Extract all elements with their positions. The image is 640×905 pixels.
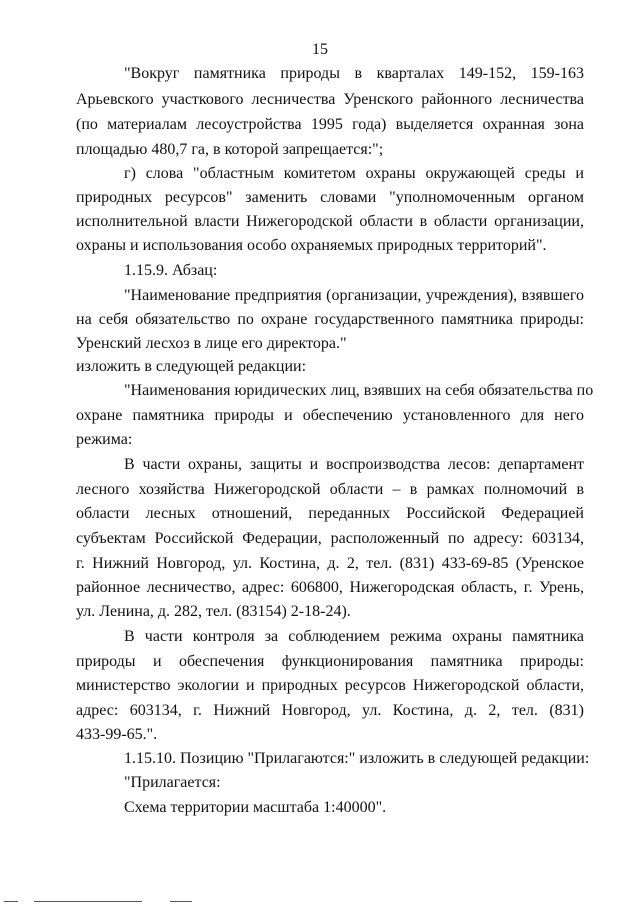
- section-heading: 1.15.10. Позицию "Прилагаются:" изложить в следующей редакции:: [124, 750, 590, 767]
- text-line: на себя обязательство по охране государственного памятника природы:: [76, 311, 584, 328]
- text-line: "Вокруг памятника природы в кварталах 149-152, 159-163: [124, 65, 584, 82]
- text-line: Арьевского участкового лесничества Уренского районного лесничества: [76, 91, 584, 108]
- text-line: изложить в следующей редакции:: [76, 358, 307, 375]
- text-line: (по материалам лесоустройства 1995 года) выделяется охранная зона: [76, 116, 584, 133]
- text-line: "Наименование предприятия (организации, учреждения), взявшего: [124, 287, 584, 304]
- text-line: субъектам Российской Федерации, расположенный по адресу: 603134,: [76, 530, 584, 547]
- text-line: "Наименования юридических лиц, взявших на себя обязательства по: [124, 382, 594, 399]
- text-line: природы и обеспечения функционирования памятника природы:: [76, 653, 584, 670]
- text-line: лесного хозяйства Нижегородской области – в рамках полномочий в: [76, 481, 584, 498]
- text-line: природных ресурсов" заменить словами "уполномоченным органом: [76, 189, 584, 206]
- text-line: Уренский лесхоз в лице его директора.": [76, 335, 347, 352]
- text-line: министерство экологии и природных ресурсов Нижегородской области,: [76, 677, 584, 694]
- text-line: исполнительной власти Нижегородской области в области организации,: [76, 213, 584, 230]
- text-line: В части охраны, защиты и воспроизводства лесов: департамент: [124, 456, 584, 473]
- text-line: охране памятника природы и обеспечению установленного для него: [76, 407, 584, 424]
- section-heading: 1.15.9. Абзац:: [124, 262, 218, 279]
- text-line: режима:: [76, 431, 133, 448]
- text-line: "Прилагается:: [124, 774, 221, 791]
- text-line: Схема территории масштаба 1:40000".: [124, 799, 387, 816]
- text-line: площадью 480,7 га, в которой запрещается:";: [76, 141, 384, 158]
- text-line: охраны и использования особо охраняемых природных территорий".: [76, 237, 547, 254]
- text-line: районное лесничество, адрес: 606800, Нижегородская область, г. Урень,: [76, 579, 584, 596]
- text-line: В части контроля за соблюдением режима охраны памятника: [124, 628, 584, 645]
- text-line: г) слова "областным комитетом охраны окружающей среды и: [124, 165, 584, 182]
- text-line: адрес: 603134, г. Нижний Новгород, ул. Костина, д. 2, тел. (831): [76, 702, 584, 719]
- text-line: г. Нижний Новгород, ул. Костина, д. 2, тел. (831) 433-69-85 (Уренское: [76, 555, 584, 572]
- page-number: 15: [312, 41, 328, 58]
- text-line: ул. Ленина, д. 282, тел. (83154) 2-18-24).: [76, 603, 351, 620]
- text-line: 433-99-65.".: [76, 726, 158, 743]
- text-line: области лесных отношений, переданных Российской Федерацией: [76, 505, 584, 522]
- scan-edge-artifact: [0, 899, 640, 905]
